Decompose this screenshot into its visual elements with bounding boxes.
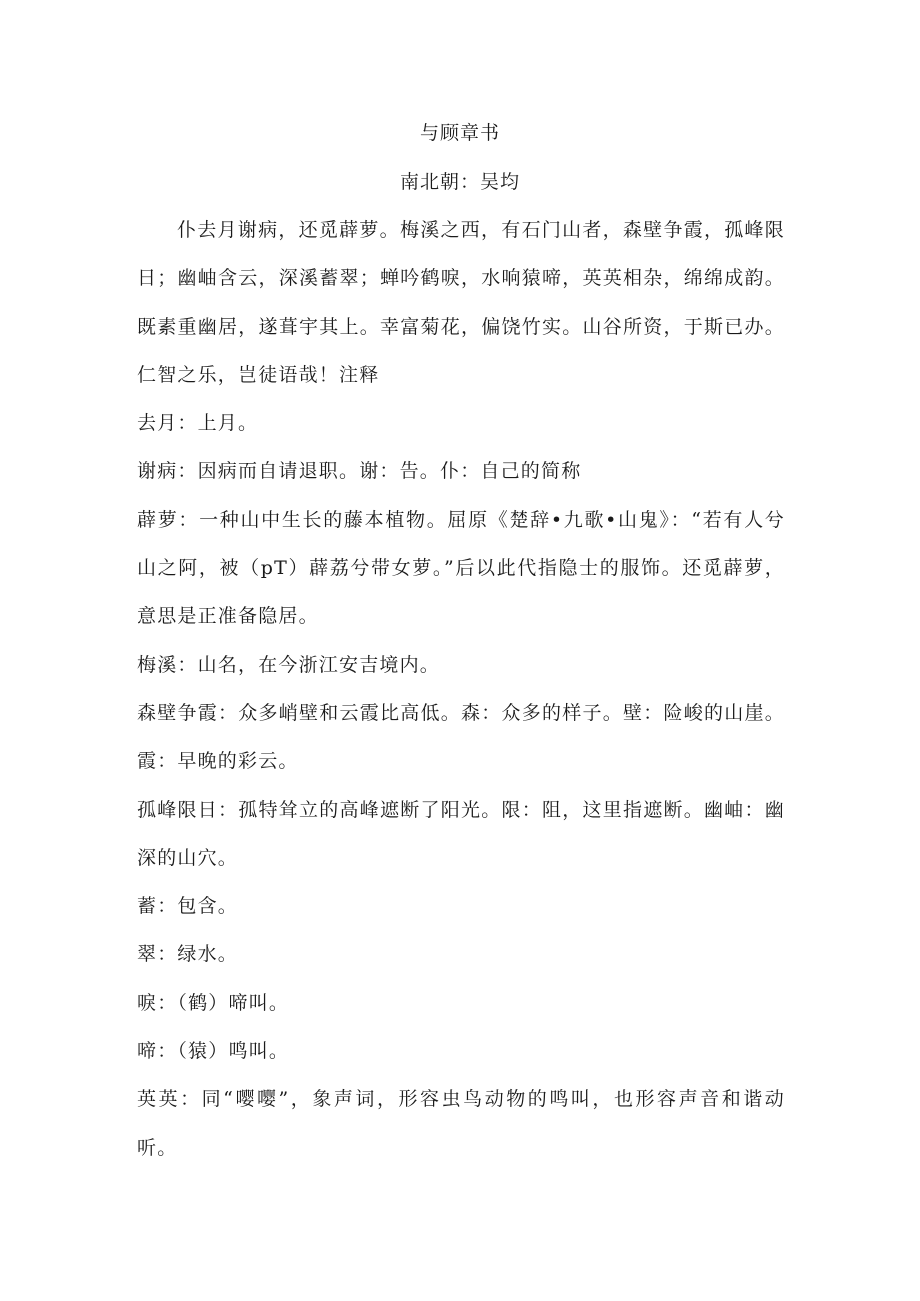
note-paragraph: 孤峰限日：孤特耸立的高峰遮断了阳光。限：阻，这里指遮断。幽岫：幽深的山穴。 [137, 798, 785, 869]
note-paragraph: 翠：绿水。 [137, 943, 239, 966]
note-paragraph: 森壁争霞：众多峭壁和云霞比高低。森：众多的样子。壁：险峻的山崖。霞：早晚的彩云。 [137, 701, 785, 773]
note-paragraph: 唳：（鹤）啼叫。 [137, 991, 290, 1014]
document-title: 与顾章书 [419, 122, 500, 144]
note-paragraph: 啼：（猿）鸣叫。 [137, 1040, 290, 1063]
document-body [137, 206, 785, 1172]
note-paragraph: 英英：同“嘤嘤”，象声词，形容虫鸟动物的鸣叫，也形容声音和谐动听。 [137, 1088, 785, 1159]
note-paragraph: 蓄：包含。 [137, 895, 239, 918]
main-text-paragraph: 仆去月谢病，还觅薜萝。梅溪之西，有石门山者，森壁争霞，孤峰限日；幽岫含云，深溪蓄翠；蝉吟鹤唳，水响猿啼，英英相杂，绵绵成韵。既素重幽居，遂葺宇其上。幸富菊花，偏饶竹实。山谷所资，于斯已办。仁智之乐，岂徒语哉！注释 [137, 219, 785, 386]
note-paragraph: 谢病：因病而自请退职。谢：告。仆：自己的简称 [137, 460, 582, 483]
note-paragraph: 去月：上月。 [137, 412, 259, 435]
note-paragraph: 薜萝：一种山中生长的藤本植物。屈原《楚辞•九歌•山鬼》：“若有人兮山之阿，被（pT）薜荔兮带女萝。”后以此代指隐士的服饰。还觅薜萝，意思是正准备隐居。 [137, 508, 785, 628]
note-paragraph: 梅溪：山名，在今浙江安吉境内。 [137, 653, 441, 676]
document-author: 南北朝：吴均 [399, 171, 520, 193]
